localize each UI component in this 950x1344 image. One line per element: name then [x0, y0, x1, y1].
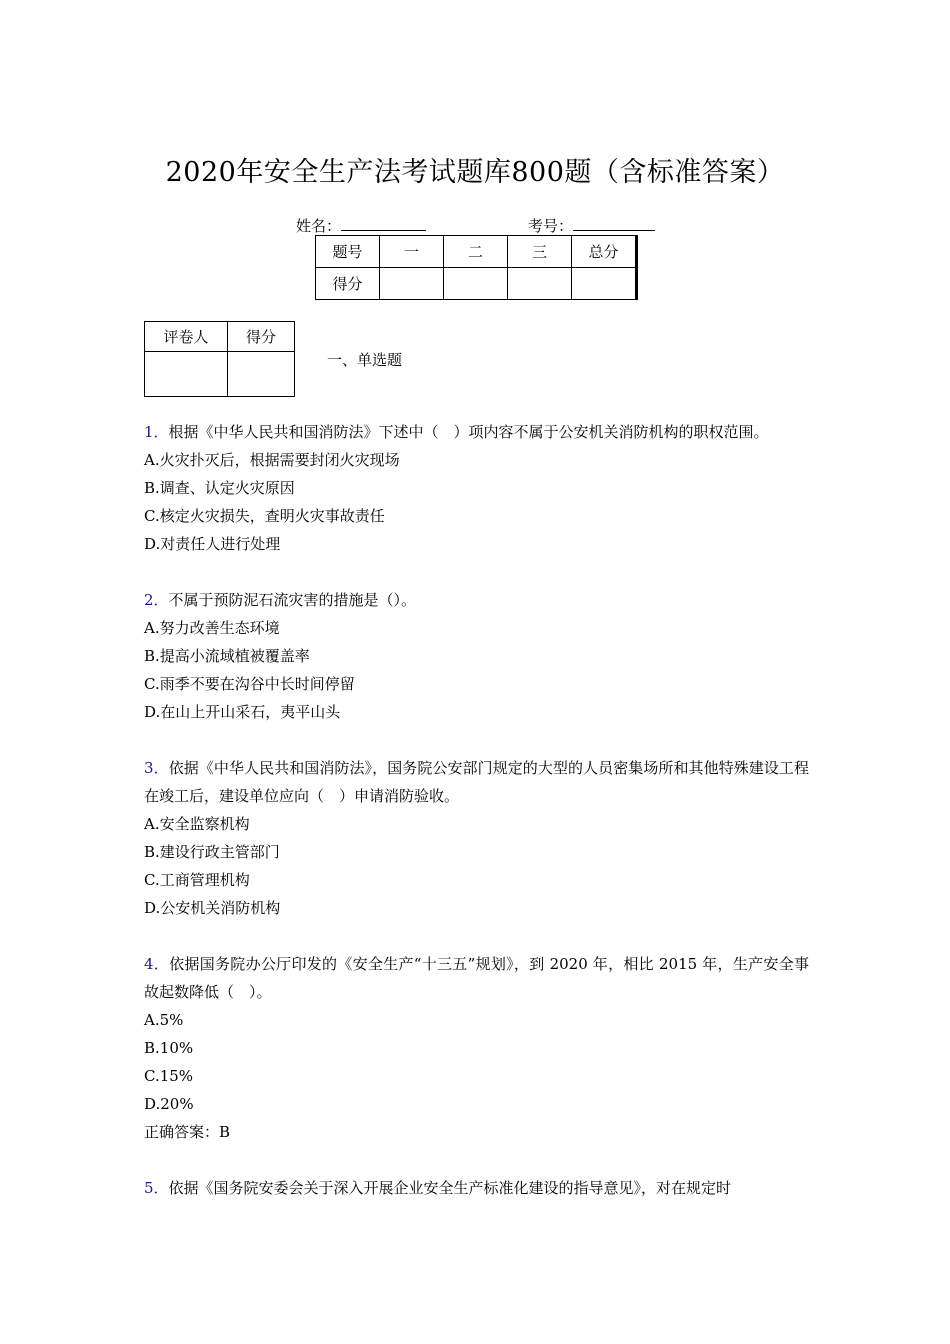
grader-cell [145, 352, 228, 397]
score-row-label: 得分 [316, 268, 380, 300]
question-option: C.核定火灾损失，查明火灾事故责任 [144, 507, 385, 525]
grader-header-cell: 评卷人 [145, 322, 228, 352]
page-title: 2020年安全生产法考试题库800题（含标准答案） [165, 157, 785, 188]
question-option: B.提高小流域植被覆盖率 [144, 647, 310, 665]
section-title: 一、单选题 [327, 351, 403, 369]
question-option: C.雨季不要在沟谷中长时间停留 [144, 675, 355, 693]
name-label: 姓名： [296, 217, 342, 235]
question-stem [144, 950, 809, 1006]
question [144, 586, 809, 726]
question-stem [144, 586, 809, 614]
score-table [315, 235, 638, 300]
grader-table-body-row [145, 352, 295, 397]
name-blank [341, 214, 426, 231]
score-table-score-row [316, 268, 637, 300]
question-number: 1． [144, 423, 169, 441]
grader-table-header-row [145, 322, 295, 352]
question-option: D.对责任人进行处理 [144, 535, 281, 553]
question-option: A.火灾扑灭后，根据需要封闭火灾现场 [144, 451, 400, 469]
question [144, 1174, 809, 1202]
score-header-cell: 三 [508, 236, 572, 268]
score-header-cell: 总分 [572, 236, 637, 268]
correct-answer: 正确答案：B [144, 1123, 231, 1141]
question-option: D.公安机关消防机构 [144, 899, 281, 917]
question-option: D.在山上开山采石，夷平山头 [144, 703, 341, 721]
score-cell [444, 268, 508, 300]
score-table-header-row [316, 236, 637, 268]
question-number: 5． [144, 1179, 169, 1197]
question-text: 依据国务院办公厅印发的《安全生产“十三五”规划》，到 2020 年，相比 2015 年，生产安全事故起数降低（ ）。 [144, 955, 809, 1001]
exam-number-blank [573, 214, 655, 231]
name-field [296, 214, 426, 236]
question-list [144, 418, 809, 1230]
score-cell [508, 268, 572, 300]
question-option: B.10% [144, 1039, 194, 1057]
question-option: C.15% [144, 1067, 194, 1085]
question-text: 依据《国务院安委会关于深入开展企业安全生产标准化建设的指导意见》，对在规定时 [168, 1179, 732, 1197]
score-header-cell: 题号 [316, 236, 380, 268]
score-cell [572, 268, 637, 300]
question [144, 950, 809, 1146]
question-text: 依据《中华人民共和国消防法》，国务院公安部门规定的大型的人员密集场所和其他特殊建设工程在竣工后，建设单位应向（ ）申请消防验收。 [144, 759, 809, 805]
question-stem [144, 418, 809, 446]
question-option: B.调查、认定火灾原因 [144, 479, 295, 497]
question-option: C.工商管理机构 [144, 871, 250, 889]
score-header-cell: 一 [380, 236, 444, 268]
question-number: 4． [144, 955, 170, 973]
question [144, 754, 809, 922]
question-text: 不属于预防泥石流灾害的措施是（）。 [168, 591, 417, 609]
question-stem [144, 754, 809, 810]
question-stem [144, 1174, 809, 1202]
exam-number-label: 考号： [528, 217, 574, 235]
question-option: B.建设行政主管部门 [144, 843, 280, 861]
grader-header-cell: 得分 [228, 322, 295, 352]
question-option: D.20% [144, 1095, 194, 1113]
question-option: A.5% [144, 1011, 184, 1029]
question-text: 根据《中华人民共和国消防法》下述中（ ）项内容不属于公安机关消防机构的职权范围。 [168, 423, 769, 441]
question [144, 418, 809, 558]
grader-table [144, 321, 295, 397]
score-header-cell: 二 [444, 236, 508, 268]
score-cell [380, 268, 444, 300]
question-option: A.努力改善生态环境 [144, 619, 280, 637]
question-option: A.安全监察机构 [144, 815, 250, 833]
question-number: 3． [144, 759, 169, 777]
grader-cell [228, 352, 295, 397]
exam-number-field [528, 214, 655, 236]
question-number: 2． [144, 591, 169, 609]
